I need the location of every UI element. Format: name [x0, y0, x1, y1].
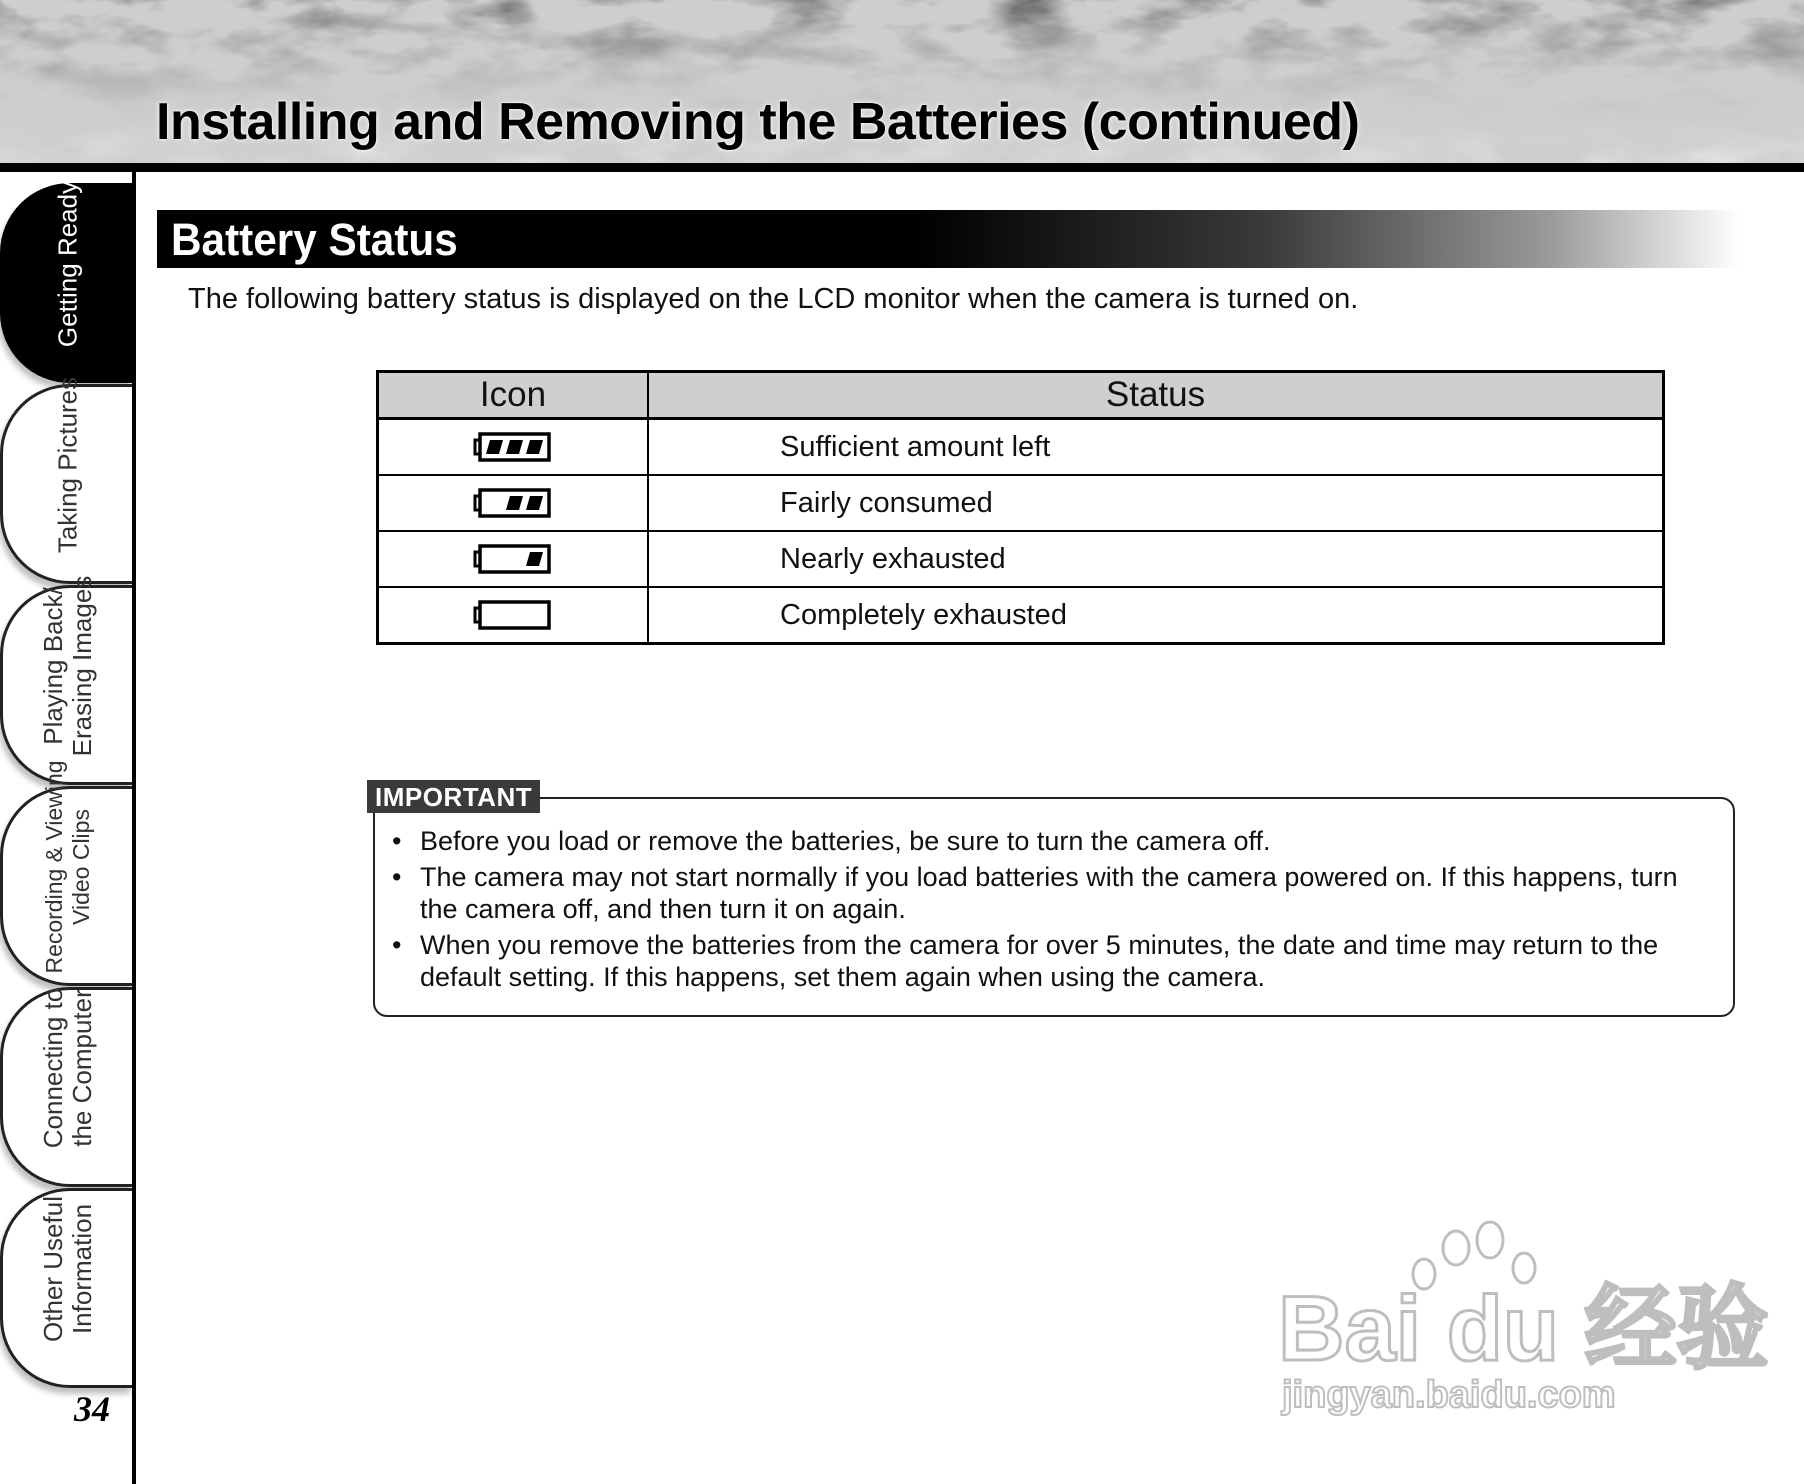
- battery-two-thirds-icon: [474, 487, 552, 519]
- battery-bar: [506, 440, 523, 454]
- section-bar: [157, 210, 1740, 268]
- battery-status-table: [376, 370, 1665, 645]
- status-text: Completely exhausted: [648, 587, 1664, 644]
- tab-recording-video[interactable]: [0, 760, 132, 986]
- battery-bar: [526, 552, 543, 566]
- tab-label-line1: Recording & Viewing: [40, 760, 67, 974]
- table-row: [378, 531, 1664, 587]
- tab-label: Taking Pictures: [52, 376, 82, 554]
- status-text: Sufficient amount left: [648, 419, 1664, 476]
- tab-label-line1: Other Useful: [37, 1196, 68, 1342]
- header-rule: [0, 163, 1804, 172]
- list-item: • The camera may not start normally if you load batteries with the camera powered on. If this happens, turn the camera off, and then turn it on again.: [390, 861, 1720, 925]
- battery-bar: [506, 496, 523, 510]
- battery-body: [480, 602, 549, 628]
- battery-bar: [526, 440, 543, 454]
- section-title: Battery Status: [171, 214, 458, 265]
- battery-bar: [526, 496, 543, 510]
- sidebar-rule: [132, 172, 136, 1484]
- header-banner: [0, 0, 1804, 163]
- table-row: [378, 419, 1664, 476]
- important-list: [390, 825, 1720, 997]
- battery-one-third-icon: [474, 543, 552, 575]
- tab-getting-ready[interactable]: [0, 180, 132, 383]
- intro-text: The following battery status is displayed on the LCD monitor when the camera is turned on.: [188, 283, 1359, 315]
- tab-label-line1: Connecting to: [37, 987, 68, 1149]
- list-item: • Before you load or remove the batteries, be sure to turn the camera off.: [390, 825, 1720, 857]
- battery-full-icon: [474, 431, 552, 463]
- table-row: [378, 587, 1664, 644]
- tab-label-line2: Information: [66, 1203, 97, 1335]
- watermark-brand: Bai du 经验: [1278, 1278, 1769, 1380]
- table-header-row: [378, 372, 1664, 419]
- page-title: Installing and Removing the Batteries (continued): [156, 93, 1360, 151]
- watermark-url: jingyan.baidu.com: [1282, 1374, 1616, 1416]
- important-label: IMPORTANT: [367, 780, 540, 813]
- column-header-icon: Icon: [378, 372, 649, 419]
- tab-playing-back[interactable]: [0, 575, 132, 785]
- status-text: Nearly exhausted: [648, 531, 1664, 587]
- battery-bar: [486, 440, 503, 454]
- tab-label-line1: Playing Back/: [37, 587, 68, 745]
- list-item: • When you remove the batteries from the camera for over 5 minutes, the date and time may return to the default setting. If this happens, set them again when using the camera.: [390, 929, 1720, 993]
- tab-taking-pictures[interactable]: [0, 376, 132, 584]
- tab-label-line2: Erasing Images: [66, 575, 97, 757]
- status-text: Fairly consumed: [648, 475, 1664, 531]
- page-number: 34: [74, 1389, 110, 1429]
- tab-label-line2: Video Clips: [67, 809, 94, 925]
- tab-label-line2: the Computer: [66, 989, 97, 1147]
- baidu-watermark: [1278, 1210, 1769, 1416]
- column-header-status: Status: [648, 372, 1664, 419]
- tab-connecting-computer[interactable]: [0, 987, 132, 1187]
- table-row: [378, 475, 1664, 531]
- tab-label: Getting Ready: [52, 180, 82, 348]
- tab-other-info[interactable]: [0, 1188, 132, 1388]
- battery-empty-icon: [474, 599, 552, 631]
